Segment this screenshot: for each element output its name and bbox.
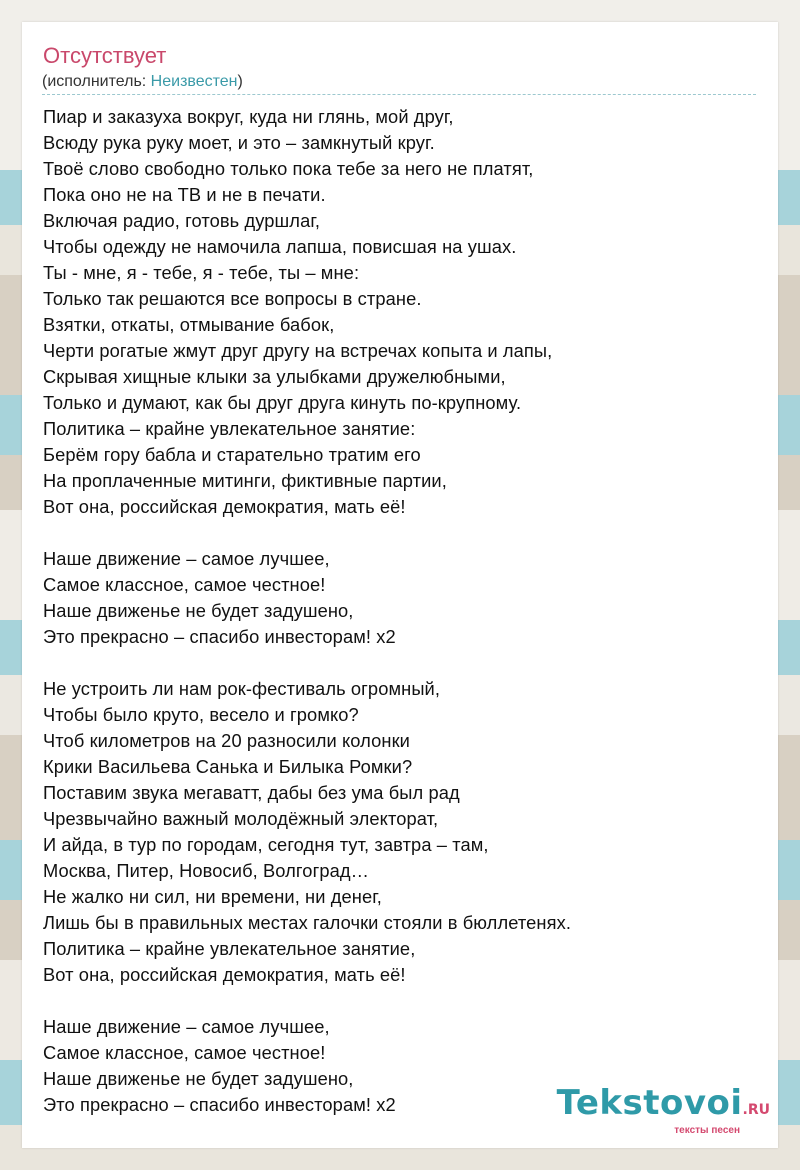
stanza-break <box>43 520 763 546</box>
logo-tld: .RU <box>742 1102 770 1118</box>
lyric-line: Поставим звука мегаватт, дабы без ума был рад <box>43 782 460 803</box>
lyric-line: Только и думают, как бы друг друга кинуть по-крупному. <box>43 392 522 413</box>
lyric-line: Чрезвычайно важный молодёжный электорат, <box>43 808 439 829</box>
lyric-line: Вот она, российская демократия, мать её! <box>43 496 406 517</box>
lyric-line: Чтоб километров на 20 разносили колонки <box>43 730 410 751</box>
lyric-line: Пиар и заказуха вокруг, куда ни глянь, мой друг, <box>43 106 454 127</box>
logo-tagline: тексты песен <box>674 1125 740 1136</box>
lyric-line: Вот она, российская демократия, мать её! <box>43 964 406 985</box>
logo-wordmark <box>556 1083 770 1127</box>
performer-link[interactable]: Неизвестен <box>150 73 238 90</box>
lyric-line: Пока оно не на ТВ и не в печати. <box>43 184 326 205</box>
lyric-line: Ты - мне, я - тебе, я - тебе, ты – мне: <box>43 262 360 283</box>
lyric-line: Включая радио, готовь дуршлаг, <box>43 210 321 231</box>
lyric-line: Крики Васильева Санька и Билыка Ромки? <box>43 756 413 777</box>
performer-suffix: ) <box>237 73 243 90</box>
lyric-line: Наше движенье не будет задушено, <box>43 600 354 621</box>
site-logo[interactable] <box>556 1083 770 1136</box>
lyric-line: Лишь бы в правильных местах галочки стояли в бюллетенях. <box>43 912 572 933</box>
title-divider <box>42 94 756 95</box>
lyric-line: Это прекрасно – спасибо инвесторам! x2 <box>43 626 396 647</box>
lyrics-card <box>22 22 778 1148</box>
lyric-line: Скрывая хищные клыки за улыбками дружелюбными, <box>43 366 506 387</box>
lyric-line: Черти рогатые жмут друг другу на встречах копыта и лапы, <box>43 340 553 361</box>
lyric-line: Политика – крайне увлекательное занятие: <box>43 418 416 439</box>
lyric-line: Не устроить ли нам рок-фестиваль огромный, <box>43 678 441 699</box>
song-title: Отсутствует <box>43 43 167 68</box>
lyric-line: Москва, Питер, Новосиб, Волгоград… <box>43 860 370 881</box>
lyric-line: На проплаченные митинги, фиктивные партии, <box>43 470 447 491</box>
logo-brand: Tekstovoi <box>556 1083 743 1123</box>
lyric-line: Не жалко ни сил, ни времени, ни денег, <box>43 886 382 907</box>
lyric-line: Это прекрасно – спасибо инвесторам! x2 <box>43 1094 396 1115</box>
stanza-break <box>43 650 763 676</box>
lyric-line: И айда, в тур по городам, сегодня тут, завтра – там, <box>43 834 489 855</box>
lyrics-text <box>43 104 763 1118</box>
performer-prefix: (исполнитель: <box>42 73 151 90</box>
lyric-line: Наше движение – самое лучшее, <box>43 1016 330 1037</box>
stanza-break <box>43 988 763 1014</box>
lyric-line: Самое классное, самое честное! <box>43 574 326 595</box>
lyric-line: Наше движенье не будет задушено, <box>43 1068 354 1089</box>
performer-line <box>42 72 243 92</box>
lyric-line: Только так решаются все вопросы в стране. <box>43 288 422 309</box>
lyric-line: Всюду рука руку моет, и это – замкнутый круг. <box>43 132 435 153</box>
lyric-line: Политика – крайне увлекательное занятие, <box>43 938 416 959</box>
lyric-line: Твоё слово свободно только пока тебе за него не платят, <box>43 158 534 179</box>
lyric-line: Наше движение – самое лучшее, <box>43 548 330 569</box>
lyric-line: Чтобы было круто, весело и громко? <box>43 704 359 725</box>
lyric-line: Самое классное, самое честное! <box>43 1042 326 1063</box>
lyric-line: Чтобы одежду не намочила лапша, повисшая на ушах. <box>43 236 517 257</box>
lyric-line: Берём гору бабла и старательно тратим его <box>43 444 421 465</box>
lyric-line: Взятки, откаты, отмывание бабок, <box>43 314 335 335</box>
